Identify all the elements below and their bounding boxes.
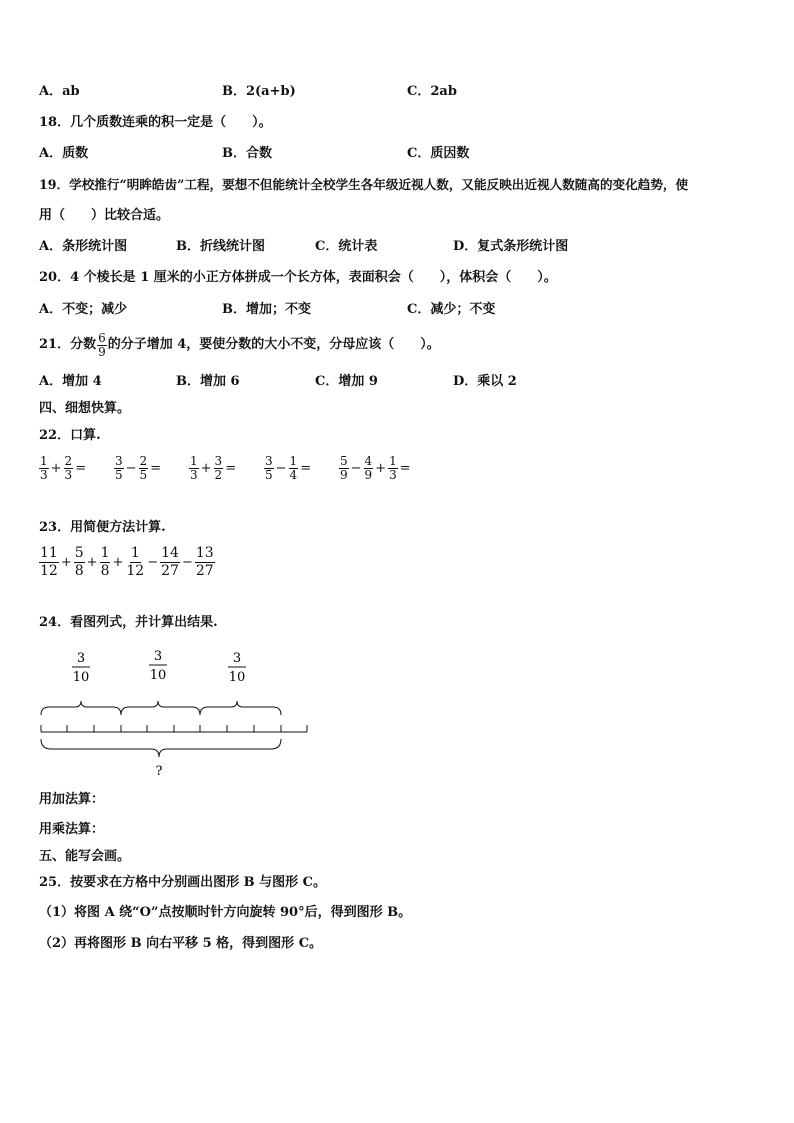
q24-addition-label: 用加法算：	[39, 792, 105, 807]
q19-option-c: C．统计表	[315, 239, 378, 254]
q20-option-b: B．增加；不变	[222, 302, 311, 317]
q17-option-a: A．ab	[39, 84, 80, 99]
q18-option-c: C．质因数	[407, 146, 470, 161]
section-5-heading: 五、能写会画。	[39, 849, 131, 864]
q22-item-3: $\frac{1}{3}$ + $\frac{3}{2}$ =	[190, 454, 237, 482]
q22-item-5: $\frac{5}{9}$ − $\frac{4}{9}$ + $\frac{1}{3}$ =	[340, 454, 411, 482]
q20-option-c: C．减少；不变	[407, 302, 496, 317]
section-4-heading: 四、细想快算。	[39, 401, 131, 416]
q21-fraction-denominator: 9	[98, 344, 106, 359]
svg-text:10: 10	[72, 670, 90, 685]
q21-option-c: C．增加 9	[315, 374, 378, 389]
q21-fraction-numerator: 6	[98, 330, 106, 345]
q24-number-line-diagram	[30, 645, 330, 785]
q21-option-b: B．增加 6	[176, 374, 240, 389]
q25-title: 25．按要求在方格中分别画出图形 B 与图形 C。	[39, 875, 327, 890]
q24-top-brace-3	[200, 701, 281, 715]
q18-stem: 18．几个质数连乘的积一定是（ ）。	[39, 115, 272, 130]
q24-top-brace-1	[41, 701, 121, 715]
q20-stem: 20．4 个棱长是 1 厘米的小正方体拼成一个长方体，表面积会（ ），体积会（ ）。	[39, 270, 557, 285]
q22-item-4: $\frac{3}{5}$ − $\frac{1}{4}$ =	[265, 454, 312, 482]
q19-stem-line1: 19．学校推行“明眸皓齿”工程，要想不但能统计全校学生各年级近视人数，又能反映出近视人数随高的变化趋势，使	[39, 177, 689, 192]
q24-top-brace-2	[121, 701, 200, 715]
q22-item-2: $\frac{3}{5}$ − $\frac{2}{5}$ =	[115, 454, 162, 482]
q20-option-a: A．不变；减少	[39, 302, 128, 317]
q23-title: 23．用简便方法计算.	[39, 520, 166, 535]
q21-stem-post: 的分子增加 4，要使分数的大小不变，分母应该（ ）。	[107, 337, 440, 352]
q19-option-d: D．复式条形统计图	[453, 239, 569, 254]
q18-option-b: B．合数	[222, 146, 272, 161]
q25-step-1: （1）将图 A 绕“O”点按顺时针方向旋转 90°后，得到图形 B。	[39, 905, 412, 920]
q24-multiplication-label: 用乘法算：	[39, 822, 105, 837]
q24-question-mark: ?	[155, 764, 163, 779]
q21-stem-pre: 21．分数	[39, 337, 97, 352]
svg-text:3: 3	[153, 649, 163, 664]
q23-expression: $\frac{11}{12}$ + $\frac{5}{8}$ + $\frac{1}{8}$ + $\frac{1}{12}$ − $\frac{14}{27}$ − $\frac{13}{27}$	[40, 545, 214, 579]
svg-text:10: 10	[149, 668, 167, 683]
svg-text:3: 3	[76, 651, 86, 666]
q24-bottom-brace	[41, 739, 281, 757]
q19-option-a: A．条形统计图	[39, 239, 128, 254]
q24-ticks	[41, 725, 307, 732]
q21-option-a: A．增加 4	[39, 374, 102, 389]
q19-option-b: B．折线统计图	[176, 239, 265, 254]
q22-title: 22．口算.	[39, 428, 101, 443]
q19-stem-line2: 用（ ）比较合适。	[39, 208, 170, 223]
q17-option-c: C．2ab	[407, 84, 457, 99]
q25-step-2: （2）再将图形 B 向右平移 5 格，得到图形 C。	[39, 936, 323, 951]
q17-option-b: B．2(a+b)	[222, 84, 296, 99]
q24-top-fraction-2	[149, 649, 167, 683]
q24-top-fraction-3	[228, 651, 246, 685]
q21-option-d: D．乘以 2	[453, 374, 517, 389]
q18-option-a: A．质数	[39, 146, 89, 161]
q22-item-1: $\frac{1}{3}$ + $\frac{2}{3}$ =	[40, 454, 87, 482]
q24-top-fraction-1	[72, 651, 90, 685]
svg-text:3: 3	[232, 651, 242, 666]
q21-fraction	[97, 332, 107, 359]
q21-stem	[39, 328, 440, 362]
q24-title: 24．看图列式，并计算出结果.	[39, 615, 218, 630]
svg-text:10: 10	[228, 670, 246, 685]
